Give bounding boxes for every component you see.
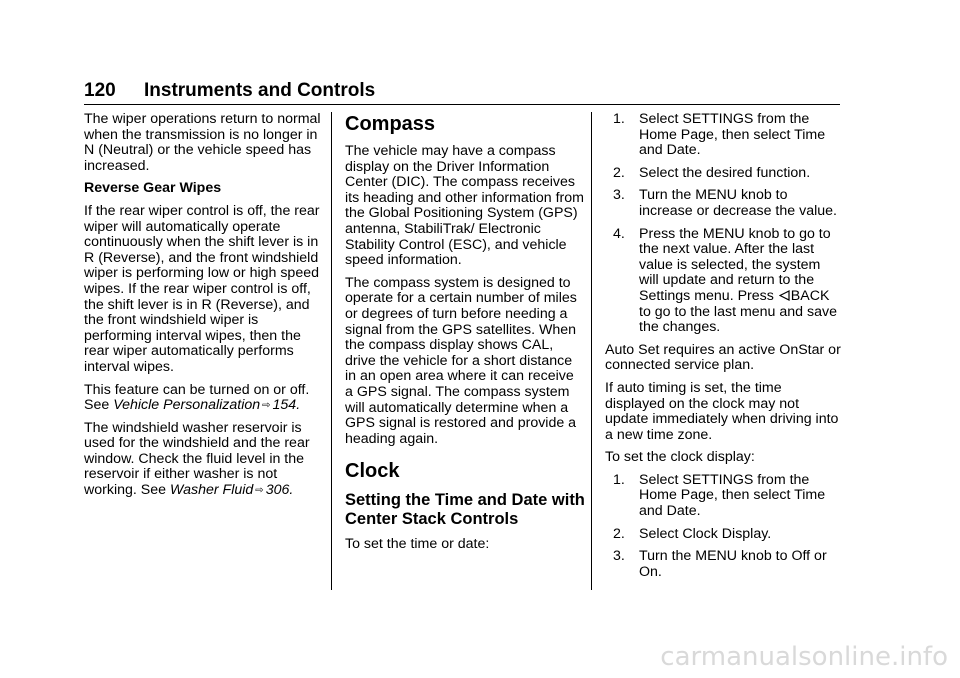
list-item: 4. Press the MENU knob to go to the next value. After the last value is selected, the system will update and return to the Settings menu. Press BACK to go to the last menu and save the changes. <box>613 225 837 336</box>
list-item: 1. Select SETTINGS from the Home Page, then select Time and Date. <box>613 111 826 159</box>
vehicle-personalization-link[interactable]: Vehicle Personalization <box>113 397 261 414</box>
page-arrow-icon: ⇨ <box>255 485 264 497</box>
compass-paragraph-2: The compass system is designed to operate for a certain number of miles or degrees of turn before needing a signal from the GPS satellites. When the compass display shows CAL, drive the vehicle for a short distance in an open area where it can receive a GPS signal. The compass system will automatically determine when a GPS signal is restored and provide a heading again. <box>345 274 577 447</box>
auto-timing-paragraph: If auto timing is set, the time displayed on the clock may not update immediately when driving into a new time zone. <box>605 379 839 443</box>
list-item: 1. Select SETTINGS from the Home Page, then select Time and Date. <box>613 471 826 520</box>
column-1 <box>84 112 324 506</box>
page-arrow-icon: ⇨ <box>262 400 271 412</box>
clock-paragraph-1: To set the time or date: <box>345 536 490 553</box>
auto-set-paragraph: Auto Set requires an active OnStar or connected service plan. <box>605 341 841 374</box>
list-item: 2. Select the desired function. <box>613 164 811 181</box>
column-2 <box>345 110 585 560</box>
vehicle-personalization-page[interactable]: 154. <box>272 397 301 414</box>
section-title: Instruments and Controls <box>144 80 376 101</box>
washer-fluid-page[interactable]: 306. <box>265 482 294 499</box>
column-3 <box>605 112 841 587</box>
watermark: carmanualsonline.info <box>660 642 948 672</box>
list-item: 3. Turn the MENU knob to increase or decrease the value. <box>613 187 837 219</box>
clock-display-steps <box>605 473 841 581</box>
reverse-gear-paragraph: If the rear wiper control is off, the rear wiper will automatically operate continuously when the shift lever is in R (Reverse), and the front windshield wiper is performing low or high speed wipes. If the rear wiper control is off, the shift lever is in R (Reverse), and the front windshield wiper is performing interval wipes, then the rear wiper automatically performs interval wipes. <box>84 202 320 375</box>
header-rule <box>84 104 840 105</box>
clock-display-intro: To set the clock display: <box>605 449 755 466</box>
personalization-paragraph: This feature can be turned on or off. See Vehicle Personalization ⇨ 154. <box>84 381 310 414</box>
back-icon <box>779 290 790 301</box>
page-header <box>84 80 375 102</box>
column-divider-2 <box>591 112 592 590</box>
reverse-gear-wipes-subhead: Reverse Gear Wipes <box>84 180 222 197</box>
compass-heading: Compass <box>345 113 436 135</box>
wiper-return-paragraph: The wiper operations return to normal when the transmission is no longer in N (Neutral) or the vehicle speed has increased. <box>84 111 321 174</box>
list-item: 2. Select Clock Display. <box>613 525 772 542</box>
page-number: 120 <box>84 80 116 101</box>
compass-paragraph-1: The vehicle may have a compass display on the Driver Information Center (DIC). The compass receives its heading and other information from the Global Positioning System (GPS) antenna, StabiliTrak/ Electronic Stability Control (ESC), and vehicle speed information. <box>345 143 584 269</box>
column-divider-1 <box>331 112 332 590</box>
washer-reservoir-paragraph: The windshield washer reservoir is used for the windshield and the rear window. Check the fluid level in the reservoir if either washer is not working. See Washer Fluid ⇨ 306. <box>84 419 310 499</box>
clock-heading: Clock <box>345 460 400 483</box>
time-date-steps <box>605 112 841 336</box>
washer-fluid-link[interactable]: Washer Fluid <box>169 482 254 499</box>
list-item: 3. Turn the MENU knob to Off or On. <box>613 548 827 580</box>
clock-subheading: Setting the Time and Date with Center Stack Controls <box>345 491 585 529</box>
